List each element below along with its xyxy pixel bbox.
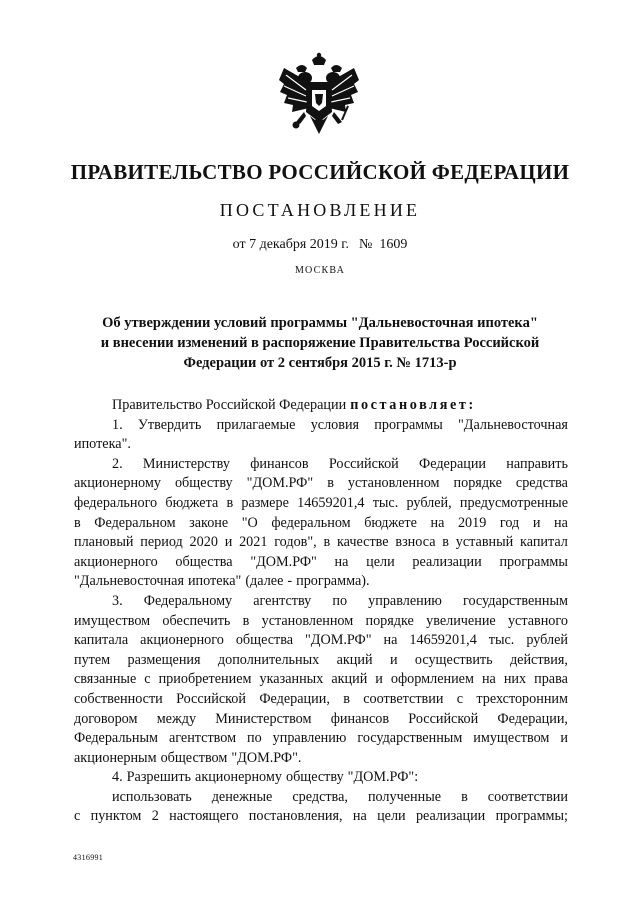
document-date-line — [0, 237, 640, 253]
body-line: ипотека". — [74, 436, 131, 453]
body-line: федерального бюджета в размере 14659201,4 тыс. рублей, предусмотренные — [74, 494, 568, 511]
body-line: договором между Министерством финансов Российской Федерации, — [74, 710, 568, 727]
document-type: ПОСТАНОВЛЕНИЕ — [219, 200, 421, 220]
subject-line: и внесении изменений в распоряжение Правительства Российской — [100, 335, 540, 351]
body-line: плановый период 2020 и 2021 годов", в качестве взноса в уставный капитал — [74, 534, 568, 551]
body-line: акционерного общества "ДОМ.РФ" на цели реализации программы — [74, 553, 568, 570]
document-body — [74, 396, 568, 827]
document-number: 1609 — [379, 237, 408, 252]
body-line: собственности Российской Федерации, в соответствии с трехсторонним — [74, 690, 568, 707]
body-line: 3. Федеральному агентству по управлению государственным — [112, 592, 568, 609]
body-line: 4. Разрешить акционерному обществу "ДОМ.РФ": — [112, 769, 419, 786]
body-line: использовать денежные средства, полученные в соответствии — [112, 788, 568, 805]
preamble — [74, 396, 568, 416]
body-line: в Федеральном законе "О федеральном бюджете на 2019 год и на — [74, 514, 568, 531]
body-line: капитала акционерного общества "ДОМ.РФ" на 14659201,4 тыс. рублей — [74, 632, 568, 649]
body-line: путем размещения дополнительных акций и осуществить действия, — [74, 651, 568, 668]
coat-of-arms-icon — [276, 50, 362, 142]
body-line: с пунктом 2 настоящего постановления, на цели реализации программы; — [74, 808, 568, 825]
body-line: акционерным обществом "ДОМ.РФ". — [74, 749, 302, 766]
city: МОСКВА — [294, 265, 346, 276]
body-line: акционерному обществу "ДОМ.РФ" в установленном порядке средства — [74, 475, 568, 492]
body-line: имуществом обеспечить в установленном порядке увеличение уставного — [74, 612, 568, 629]
footer-code: 4316991 — [73, 853, 104, 862]
body-line: Федеральным агентством по управлению государственным имуществом и — [74, 730, 568, 747]
subject-line: Об утверждении условий программы "Дальневосточная ипотека" — [102, 315, 538, 331]
body-line: 1. Утвердить прилагаемые условия программы "Дальневосточная — [112, 416, 568, 433]
number-label: № — [358, 237, 373, 252]
government-title: ПРАВИТЕЛЬСТВО РОССИЙСКОЙ ФЕДЕРАЦИИ — [70, 160, 570, 184]
preamble-emphasis: постановляет: — [350, 397, 476, 413]
subject-line: Федерации от 2 сентября 2015 г. № 1713-р — [183, 355, 457, 371]
body-line: связанные с приобретением указанных акций и оформлением на них права — [74, 671, 568, 688]
body-line: "Дальневосточная ипотека" (далее - программа). — [74, 573, 370, 590]
preamble-text: Правительство Российской Федерации — [112, 397, 347, 413]
document-date: от 7 декабря 2019 г. — [232, 237, 349, 252]
body-line: 2. Министерству финансов Российской Федерации направить — [112, 455, 568, 472]
document-subject — [70, 313, 570, 373]
